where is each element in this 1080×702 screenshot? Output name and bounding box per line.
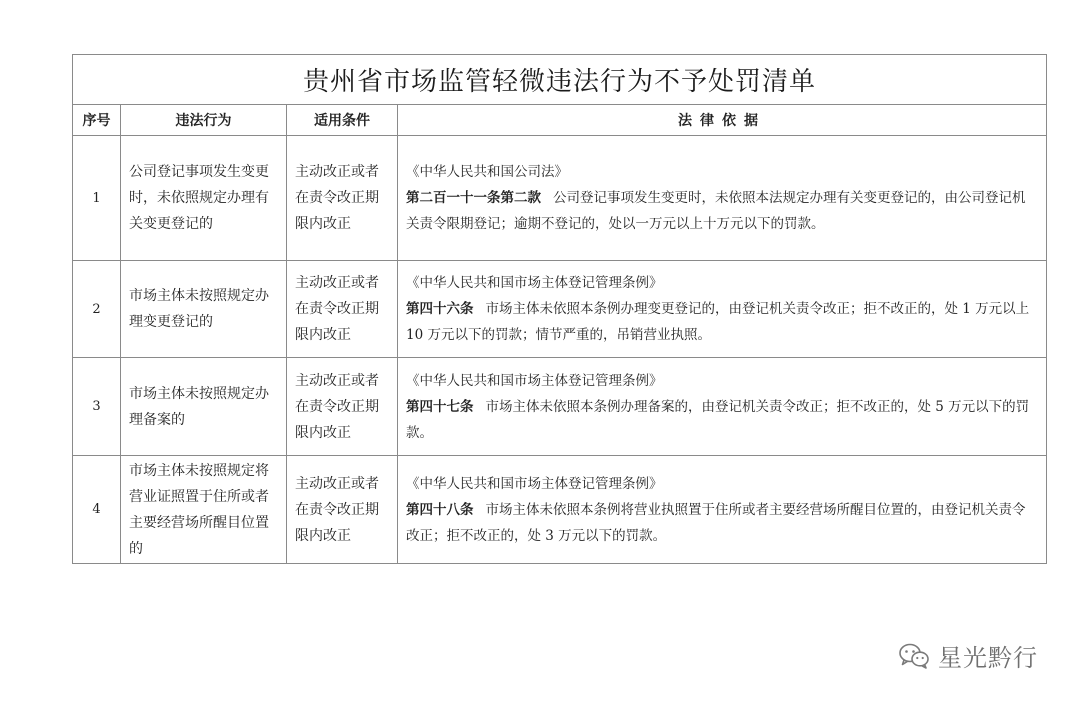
header-basis: 法律依据	[398, 105, 1047, 136]
law-article: 第四十八条	[406, 501, 474, 518]
table-header-row	[73, 105, 1047, 136]
law-content: 公司登记事项发生变更时，未依照本法规定办理有关变更登记的，由公司登记机关责令限期登记；逾期不登记的，处以一万元以上十万元以下的罚款。	[406, 190, 1026, 232]
violation-behavior: 市场主体未按照规定办理变更登记的	[121, 261, 287, 358]
law-article: 第四十七条	[406, 398, 474, 415]
violation-behavior: 市场主体未按照规定办理备案的	[121, 358, 287, 456]
legal-basis	[398, 136, 1047, 261]
legal-basis	[398, 358, 1047, 456]
violation-behavior: 公司登记事项发生变更时，未依照规定办理有关变更登记的	[121, 136, 287, 261]
applicable-condition: 主动改正或者在责令改正期限内改正	[287, 136, 398, 261]
law-content: 市场主体未依照本条例将营业执照置于住所或者主要经营场所醒目位置的，由登记机关责令改正；拒不改正的，处 3 万元以下的罚款。	[406, 501, 1026, 544]
header-condition: 适用条件	[287, 105, 398, 136]
document-title: 贵州省市场监管轻微违法行为不予处罚清单	[73, 55, 1047, 105]
law-article: 第二百一十一条第二款	[406, 190, 541, 206]
row-number: 2	[73, 261, 121, 358]
row-number: 4	[73, 456, 121, 564]
table-row	[73, 358, 1047, 456]
watermark-text: 星光黔行	[938, 644, 1038, 672]
applicable-condition: 主动改正或者在责令改正期限内改正	[287, 456, 398, 564]
law-name: 《中华人民共和国市场主体登记管理条例》	[406, 275, 663, 291]
account-watermark	[898, 638, 1038, 673]
header-no: 序号	[73, 105, 121, 136]
law-content: 市场主体未依照本条例办理备案的，由登记机关责令改正；拒不改正的，处 5 万元以下的罚款。	[406, 398, 1030, 441]
row-number: 1	[73, 136, 121, 261]
wechat-icon	[898, 642, 930, 670]
table-row	[73, 456, 1047, 564]
law-name: 《中华人民共和国市场主体登记管理条例》	[406, 475, 663, 492]
applicable-condition: 主动改正或者在责令改正期限内改正	[287, 358, 398, 456]
law-name: 《中华人民共和国公司法》	[406, 164, 568, 180]
legal-basis	[398, 456, 1047, 564]
row-number: 3	[73, 358, 121, 456]
law-name: 《中华人民共和国市场主体登记管理条例》	[406, 372, 663, 389]
table-row	[73, 261, 1047, 358]
legal-basis	[398, 261, 1047, 358]
applicable-condition: 主动改正或者在责令改正期限内改正	[287, 261, 398, 358]
violation-behavior: 市场主体未按照规定将营业证照置于住所或者主要经营场所醒目位置的	[121, 456, 287, 564]
table-row	[73, 136, 1047, 261]
law-article: 第四十六条	[406, 301, 474, 317]
law-content: 市场主体未依照本条例办理变更登记的，由登记机关责令改正；拒不改正的，处 1 万元以上 10 万元以下的罚款；情节严重的，吊销营业执照。	[406, 301, 1030, 343]
penalty-exemption-table	[72, 54, 1047, 564]
header-behavior: 违法行为	[121, 105, 287, 136]
